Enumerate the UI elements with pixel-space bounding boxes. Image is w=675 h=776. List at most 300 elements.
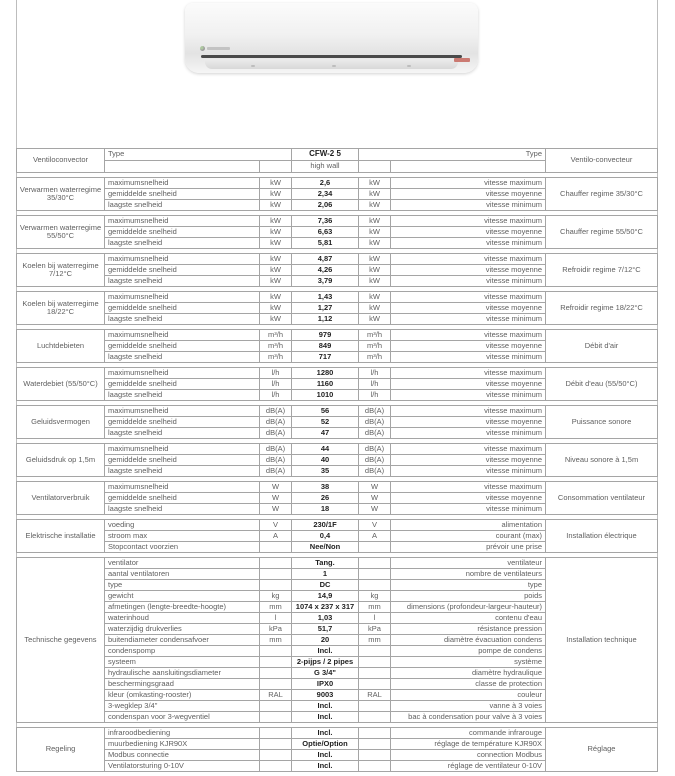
unit-label-nl: dB(A): [260, 428, 292, 439]
unit-label-nl: [260, 712, 292, 723]
param-label-nl: Stopcontact voorzien: [105, 542, 260, 553]
unit-label-fr: l: [359, 613, 391, 624]
param-value: 1010: [292, 390, 359, 401]
param-label-nl: stroom max: [105, 531, 260, 542]
unit-label-fr: V: [359, 520, 391, 531]
param-label-fr: vitesse moyenne: [391, 455, 546, 466]
param-value: Incl.: [292, 701, 359, 712]
section-category-nl: Technische gegevens: [17, 558, 105, 723]
param-value: 6,63: [292, 227, 359, 238]
param-value: 47: [292, 428, 359, 439]
unit-label-nl: A: [260, 531, 292, 542]
unit-label-fr: [359, 646, 391, 657]
param-value: 1074 x 237 x 317: [292, 602, 359, 613]
spec-section: [16, 443, 658, 477]
param-label-nl: maximumsnelheid: [105, 482, 260, 493]
unit-label-nl: [260, 558, 292, 569]
param-label-nl: maximumsnelheid: [105, 330, 260, 341]
unit-label-nl: kW: [260, 189, 292, 200]
header-type-label-fr: Type: [359, 149, 546, 161]
section-category-fr: Puissance sonore: [546, 406, 658, 439]
param-label-fr: prévoir une prise: [391, 542, 546, 553]
section-category-fr: Consommation ventilateur: [546, 482, 658, 515]
unit-label-nl: mm: [260, 635, 292, 646]
param-value: 14,9: [292, 591, 359, 602]
param-label-nl: gemiddelde snelheid: [105, 417, 260, 428]
unit-label-nl: mm: [260, 602, 292, 613]
param-label-nl: maximumsnelheid: [105, 254, 260, 265]
unit-label-fr: W: [359, 504, 391, 515]
section-category-fr: Installation technique: [546, 558, 658, 723]
param-label-nl: laagste snelheid: [105, 504, 260, 515]
param-value: 20: [292, 635, 359, 646]
param-label-nl: laagste snelheid: [105, 466, 260, 477]
unit-label-nl: kW: [260, 254, 292, 265]
param-value: Incl.: [292, 761, 359, 772]
param-label-fr: vitesse maximum: [391, 292, 546, 303]
param-label-nl: gemiddelde snelheid: [105, 265, 260, 276]
unit-label-fr: [359, 750, 391, 761]
section-category-fr: Chauffer regime 35/30°C: [546, 178, 658, 211]
param-label-nl: gewicht: [105, 591, 260, 602]
param-label-fr: vitesse minimum: [391, 390, 546, 401]
section-category-nl: Verwarmen waterregime 35/30°C: [17, 178, 105, 211]
unit-label-fr: kPa: [359, 624, 391, 635]
unit-label-fr: kW: [359, 178, 391, 189]
header-empty-cell: [260, 161, 292, 173]
param-label-fr: diamètre évacuation condens: [391, 635, 546, 646]
unit-label-fr: l/h: [359, 379, 391, 390]
param-label-fr: classe de protection: [391, 679, 546, 690]
param-value: 849: [292, 341, 359, 352]
param-value: IPX0: [292, 679, 359, 690]
param-label-fr: vitesse moyenne: [391, 303, 546, 314]
model-subtype: high wall: [292, 161, 359, 173]
section-category-nl: Koelen bij waterregime 7/12°C: [17, 254, 105, 287]
param-label-fr: vitesse moyenne: [391, 417, 546, 428]
param-value: 38: [292, 482, 359, 493]
param-label-fr: réglage de température KJR90X: [391, 739, 546, 750]
unit-label-nl: kW: [260, 292, 292, 303]
param-value: 40: [292, 455, 359, 466]
param-label-fr: vitesse maximum: [391, 330, 546, 341]
param-label-nl: type: [105, 580, 260, 591]
param-label-nl: hydraulische aansluitingsdiameter: [105, 668, 260, 679]
param-value: 1,12: [292, 314, 359, 325]
param-value: Nee/Non: [292, 542, 359, 553]
unit-label-fr: W: [359, 493, 391, 504]
unit-label-fr: m³/h: [359, 330, 391, 341]
unit-label-fr: l/h: [359, 368, 391, 379]
param-label-fr: couleur: [391, 690, 546, 701]
param-value: 230/1F: [292, 520, 359, 531]
air-outlet-slot: [201, 55, 462, 58]
red-badge-icon: [454, 58, 470, 62]
unit-label-fr: dB(A): [359, 417, 391, 428]
header-category-fr: Ventilo-convecteur: [546, 149, 658, 173]
section-category-fr: Réglage: [546, 728, 658, 772]
unit-label-fr: dB(A): [359, 428, 391, 439]
param-label-nl: buitendiameter condensafvoer: [105, 635, 260, 646]
param-label-fr: vitesse minimum: [391, 276, 546, 287]
param-value: 35: [292, 466, 359, 477]
param-label-nl: laagste snelheid: [105, 390, 260, 401]
param-value: 1: [292, 569, 359, 580]
brand-logo-mark-icon: [200, 46, 205, 51]
unit-label-fr: kW: [359, 292, 391, 303]
param-value: 4,87: [292, 254, 359, 265]
param-value: 2,34: [292, 189, 359, 200]
param-label-nl: maximumsnelheid: [105, 292, 260, 303]
header-empty-cell: [391, 161, 546, 173]
unit-label-fr: kW: [359, 276, 391, 287]
param-value: 1,27: [292, 303, 359, 314]
section-category-nl: Verwarmen waterregime 55/50°C: [17, 216, 105, 249]
unit-label-nl: RAL: [260, 690, 292, 701]
param-label-fr: vitesse minimum: [391, 428, 546, 439]
header-type-label-nl: Type: [105, 149, 292, 161]
unit-label-nl: W: [260, 493, 292, 504]
param-label-fr: vitesse minimum: [391, 352, 546, 363]
param-label-nl: systeem: [105, 657, 260, 668]
unit-label-fr: [359, 679, 391, 690]
param-label-nl: kleur (omkasting-rooster): [105, 690, 260, 701]
spec-section: [16, 519, 658, 553]
param-label-nl: muurbediening KJR90X: [105, 739, 260, 750]
param-label-fr: système: [391, 657, 546, 668]
param-value: 1160: [292, 379, 359, 390]
param-label-nl: gemiddelde snelheid: [105, 379, 260, 390]
unit-label-nl: kW: [260, 227, 292, 238]
param-value: 1,03: [292, 613, 359, 624]
param-label-nl: gemiddelde snelheid: [105, 493, 260, 504]
param-label-fr: vitesse minimum: [391, 200, 546, 211]
param-label-nl: gemiddelde snelheid: [105, 455, 260, 466]
unit-label-nl: kPa: [260, 624, 292, 635]
unit-label-nl: dB(A): [260, 466, 292, 477]
param-value: 7,36: [292, 216, 359, 227]
section-category-fr: Chauffer regime 55/50°C: [546, 216, 658, 249]
section-category-fr: Débit d'air: [546, 330, 658, 363]
param-label-fr: diamètre hydraulique: [391, 668, 546, 679]
param-label-nl: laagste snelheid: [105, 200, 260, 211]
param-value: 18: [292, 504, 359, 515]
param-value: G 3/4": [292, 668, 359, 679]
unit-label-nl: V: [260, 520, 292, 531]
param-label-nl: Ventilatorsturing 0-10V: [105, 761, 260, 772]
param-label-nl: laagste snelheid: [105, 314, 260, 325]
param-label-fr: résistance pression: [391, 624, 546, 635]
product-image: [185, 3, 478, 73]
unit-label-fr: m³/h: [359, 352, 391, 363]
flap-hinge-dot: [407, 65, 411, 67]
param-value: Incl.: [292, 712, 359, 723]
param-label-nl: maximumsnelheid: [105, 406, 260, 417]
param-label-fr: vitesse maximum: [391, 482, 546, 493]
param-label-nl: beschermingsgraad: [105, 679, 260, 690]
param-label-fr: vitesse minimum: [391, 504, 546, 515]
param-value: 26: [292, 493, 359, 504]
table-header: [16, 148, 658, 173]
spec-section: [16, 557, 658, 723]
param-label-nl: ventilator: [105, 558, 260, 569]
param-label-nl: laagste snelheid: [105, 238, 260, 249]
unit-label-fr: kW: [359, 303, 391, 314]
unit-label-nl: kW: [260, 238, 292, 249]
unit-label-fr: A: [359, 531, 391, 542]
param-label-nl: maximumsnelheid: [105, 368, 260, 379]
param-label-nl: maximumsnelheid: [105, 444, 260, 455]
unit-label-nl: [260, 542, 292, 553]
param-label-fr: courant (max): [391, 531, 546, 542]
unit-label-fr: kg: [359, 591, 391, 602]
unit-label-fr: [359, 701, 391, 712]
param-label-fr: vitesse minimum: [391, 466, 546, 477]
unit-label-nl: kW: [260, 314, 292, 325]
unit-label-fr: kW: [359, 216, 391, 227]
param-value: 979: [292, 330, 359, 341]
param-label-nl: aantal ventilatoren: [105, 569, 260, 580]
param-label-nl: maximumsnelheid: [105, 216, 260, 227]
param-value: 51,7: [292, 624, 359, 635]
param-label-fr: contenu d'eau: [391, 613, 546, 624]
param-value: 0,4: [292, 531, 359, 542]
unit-label-fr: dB(A): [359, 455, 391, 466]
param-label-nl: condenspan voor 3-wegventiel: [105, 712, 260, 723]
unit-label-nl: [260, 569, 292, 580]
brand-logo: [200, 46, 230, 51]
param-value: Incl.: [292, 728, 359, 739]
param-value: 44: [292, 444, 359, 455]
param-label-nl: laagste snelheid: [105, 428, 260, 439]
section-category-fr: Refroidir regime 18/22°C: [546, 292, 658, 325]
param-value: 1280: [292, 368, 359, 379]
param-label-fr: ventilateur: [391, 558, 546, 569]
unit-label-nl: l: [260, 613, 292, 624]
param-value: 1,43: [292, 292, 359, 303]
section-category-nl: Koelen bij waterregime 18/22°C: [17, 292, 105, 325]
param-label-nl: gemiddelde snelheid: [105, 303, 260, 314]
param-label-nl: waterzijdig drukverlies: [105, 624, 260, 635]
unit-label-nl: [260, 701, 292, 712]
unit-label-nl: dB(A): [260, 406, 292, 417]
param-label-nl: gemiddelde snelheid: [105, 341, 260, 352]
unit-label-nl: dB(A): [260, 455, 292, 466]
param-value: 2,06: [292, 200, 359, 211]
unit-label-fr: dB(A): [359, 466, 391, 477]
section-category-nl: Geluidsvermogen: [17, 406, 105, 439]
section-category-fr: Niveau sonore à 1,5m: [546, 444, 658, 477]
unit-label-fr: dB(A): [359, 444, 391, 455]
unit-label-nl: kW: [260, 276, 292, 287]
unit-label-nl: [260, 668, 292, 679]
section-category-nl: Luchtdebieten: [17, 330, 105, 363]
unit-label-nl: W: [260, 504, 292, 515]
param-label-fr: vitesse moyenne: [391, 265, 546, 276]
param-value: 5,81: [292, 238, 359, 249]
param-label-nl: infraroodbediening: [105, 728, 260, 739]
unit-label-fr: kW: [359, 265, 391, 276]
air-outlet-flap: [205, 59, 458, 69]
param-label-fr: vitesse moyenne: [391, 493, 546, 504]
section-category-fr: Refroidir regime 7/12°C: [546, 254, 658, 287]
param-label-nl: waterinhoud: [105, 613, 260, 624]
unit-label-nl: m³/h: [260, 352, 292, 363]
unit-label-fr: kW: [359, 254, 391, 265]
param-label-fr: réglage de ventilateur 0-10V: [391, 761, 546, 772]
unit-label-fr: dB(A): [359, 406, 391, 417]
param-value: 4,26: [292, 265, 359, 276]
unit-label-nl: [260, 728, 292, 739]
param-label-fr: poids: [391, 591, 546, 602]
model-name: CFW-2 5: [292, 149, 359, 161]
param-label-nl: laagste snelheid: [105, 352, 260, 363]
param-label-fr: pompe de condens: [391, 646, 546, 657]
unit-label-fr: kW: [359, 227, 391, 238]
param-label-nl: condenspomp: [105, 646, 260, 657]
unit-label-fr: kW: [359, 189, 391, 200]
unit-label-nl: m³/h: [260, 341, 292, 352]
spec-section: [16, 215, 658, 249]
section-category-nl: Regeling: [17, 728, 105, 772]
param-value: Tang.: [292, 558, 359, 569]
unit-label-fr: [359, 558, 391, 569]
param-label-fr: vitesse minimum: [391, 314, 546, 325]
unit-label-nl: kg: [260, 591, 292, 602]
param-value: Incl.: [292, 646, 359, 657]
param-label-nl: afmetingen (lengte-breedte-hoogte): [105, 602, 260, 613]
param-value: 3,79: [292, 276, 359, 287]
spec-section: [16, 329, 658, 363]
unit-label-fr: mm: [359, 602, 391, 613]
unit-label-nl: m³/h: [260, 330, 292, 341]
header-category-nl: Ventiloconvector: [17, 149, 105, 173]
unit-label-fr: l/h: [359, 390, 391, 401]
unit-label-nl: kW: [260, 178, 292, 189]
param-label-fr: vitesse maximum: [391, 444, 546, 455]
param-label-fr: nombre de ventilateurs: [391, 569, 546, 580]
unit-label-nl: kW: [260, 265, 292, 276]
unit-label-nl: W: [260, 482, 292, 493]
param-value: 56: [292, 406, 359, 417]
param-label-nl: voeding: [105, 520, 260, 531]
unit-label-nl: [260, 646, 292, 657]
param-label-fr: bac à condensation pour valve à 3 voies: [391, 712, 546, 723]
unit-label-fr: RAL: [359, 690, 391, 701]
param-value: 9003: [292, 690, 359, 701]
param-label-fr: connection Modbus: [391, 750, 546, 761]
param-label-fr: vitesse maximum: [391, 254, 546, 265]
unit-label-nl: dB(A): [260, 444, 292, 455]
unit-label-nl: l/h: [260, 368, 292, 379]
unit-label-fr: [359, 569, 391, 580]
section-category-nl: Ventilatorverbruik: [17, 482, 105, 515]
unit-label-fr: [359, 668, 391, 679]
unit-label-fr: mm: [359, 635, 391, 646]
unit-label-fr: kW: [359, 314, 391, 325]
unit-label-nl: [260, 679, 292, 690]
unit-label-nl: kW: [260, 216, 292, 227]
unit-label-fr: [359, 580, 391, 591]
param-label-fr: dimensions (profondeur-largeur-hauteur): [391, 602, 546, 613]
spec-section: [16, 727, 658, 772]
param-label-fr: type: [391, 580, 546, 591]
spec-table: [16, 148, 658, 776]
param-label-fr: vitesse maximum: [391, 178, 546, 189]
param-value: 717: [292, 352, 359, 363]
param-label-fr: commande infrarouge: [391, 728, 546, 739]
param-label-fr: vanne à 3 voies: [391, 701, 546, 712]
param-label-fr: alimentation: [391, 520, 546, 531]
spec-section: [16, 367, 658, 401]
section-category-nl: Geluidsdruk op 1,5m: [17, 444, 105, 477]
param-label-fr: vitesse moyenne: [391, 379, 546, 390]
unit-label-fr: kW: [359, 238, 391, 249]
param-label-nl: gemiddelde snelheid: [105, 227, 260, 238]
spec-section: [16, 481, 658, 515]
param-value: 2-pijps / 2 pipes: [292, 657, 359, 668]
spec-section: [16, 177, 658, 211]
unit-label-fr: kW: [359, 200, 391, 211]
section-category-fr: Installation électrique: [546, 520, 658, 553]
param-label-fr: vitesse maximum: [391, 406, 546, 417]
param-value: Incl.: [292, 750, 359, 761]
unit-label-nl: l/h: [260, 379, 292, 390]
spec-section: [16, 405, 658, 439]
unit-label-nl: [260, 657, 292, 668]
unit-label-fr: [359, 657, 391, 668]
unit-label-nl: kW: [260, 303, 292, 314]
unit-label-fr: [359, 728, 391, 739]
unit-label-nl: kW: [260, 200, 292, 211]
unit-label-nl: [260, 739, 292, 750]
section-category-nl: Elektrische installatie: [17, 520, 105, 553]
param-value: Optie/Option: [292, 739, 359, 750]
param-label-nl: laagste snelheid: [105, 276, 260, 287]
param-label-nl: maximumsnelheid: [105, 178, 260, 189]
unit-label-nl: [260, 750, 292, 761]
spec-section: [16, 291, 658, 325]
param-label-fr: vitesse moyenne: [391, 227, 546, 238]
param-label-nl: gemiddelde snelheid: [105, 189, 260, 200]
unit-label-fr: [359, 761, 391, 772]
unit-label-nl: l/h: [260, 390, 292, 401]
param-label-fr: vitesse moyenne: [391, 341, 546, 352]
param-label-fr: vitesse maximum: [391, 368, 546, 379]
flap-hinge-dot: [332, 65, 336, 67]
param-label-fr: vitesse minimum: [391, 238, 546, 249]
param-value: 2,6: [292, 178, 359, 189]
unit-label-nl: dB(A): [260, 417, 292, 428]
section-category-nl: Waterdebiet (55/50°C): [17, 368, 105, 401]
param-value: DC: [292, 580, 359, 591]
unit-label-fr: [359, 712, 391, 723]
flap-hinge-dot: [251, 65, 255, 67]
unit-label-nl: [260, 580, 292, 591]
unit-label-fr: W: [359, 482, 391, 493]
param-value: 52: [292, 417, 359, 428]
unit-label-fr: [359, 739, 391, 750]
unit-label-fr: m³/h: [359, 341, 391, 352]
unit-label-nl: [260, 761, 292, 772]
spec-section: [16, 253, 658, 287]
header-empty-cell: [359, 161, 391, 173]
header-empty-cell: [105, 161, 260, 173]
param-label-fr: vitesse moyenne: [391, 189, 546, 200]
param-label-nl: 3-wegklep 3/4": [105, 701, 260, 712]
unit-label-fr: [359, 542, 391, 553]
section-category-fr: Débit d'eau (55/50°C): [546, 368, 658, 401]
